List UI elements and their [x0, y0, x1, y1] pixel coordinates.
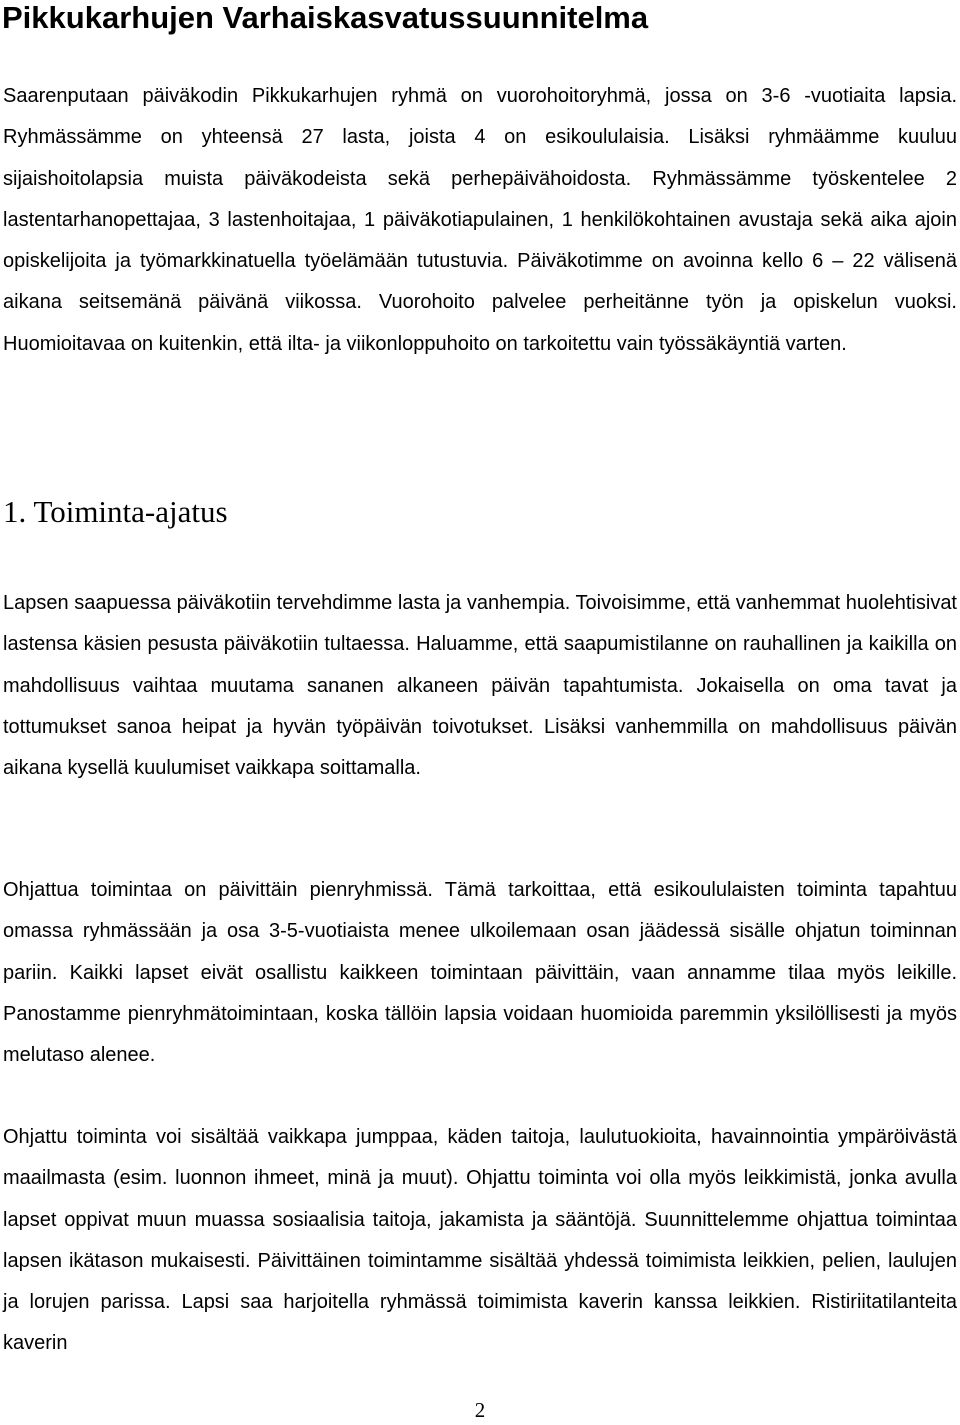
document-title: Pikkukarhujen Varhaiskasvatussuunnitelma — [2, 0, 649, 35]
intro-paragraph: Saarenputaan päiväkodin Pikkukarhujen ryhmä on vuorohoitoryhmä, jossa on 3-6 -vuotiaita lapsia. Ryhmässämme on yhteensä 27 lasta, joista 4 on esikoululaisia. Lisäksi ryhmäämme kuuluu sijaishoitolapsia muista päiväkodeista sekä perhepäivähoidosta. Ryhmässämme työskentelee 2 lastentarhanopettajaa, 3 lastenhoitajaa, 1 päiväkotiapulainen, 1 henkilökohtainen avustaja sekä aika ajoin opiskelijoita ja työmarkkinatuella työelämään tutustuvia. Päiväkotimme on avoinna kello 6 – 22 välisenä aikana seitsemänä päivänä viikossa. Vuorohoito palvelee perheitänne työn ja opiskelun vuoksi. Huomioitavaa on kuitenkin, että ilta- ja viikonloppuhoito on tarkoitettu vain työssäkäyntiä varten. — [3, 85, 957, 355]
page-number: 2 — [474, 1398, 486, 1422]
section-heading: 1. Toiminta-ajatus — [3, 494, 228, 529]
section-paragraph-3: Ohjattu toiminta voi sisältää vaikkapa jumppaa, käden taitoja, laulutuokioita, havainnointia ympäröivästä maailmasta (esim. luonnon ihmeet, minä ja muut). Ohjattu toiminta voi olla myös leikkimistä, jonka avulla lapset oppivat muun muassa sosiaalisia taitoja, jakamista ja sääntöjä. Suunnittelemme ohjattua toimintaa lapsen ikätason mukaisesti. Päivittäinen toimintamme sisältää yhdessä toimimista leikkien, pelien, laulujen ja lorujen parissa. Lapsi saa harjoitella ryhmässä toimimista kaverin kanssa leikkien. Ristiriitatilanteita kaverin — [3, 1126, 957, 1355]
section-paragraph-1: Lapsen saapuessa päiväkotiin tervehdimme lasta ja vanhempia. Toivoisimme, että vanhemmat huolehtisivat lastensa käsien pesusta päiväkotiin tultaessa. Haluamme, että saapumistilanne on rauhallinen ja kaikilla on mahdollisuus vaihtaa muutama sananen alkaneen päivän tapahtumista. Jokaisella on oma tavat ja tottumukset sanoa heipat ja hyvän työpäivän toivotukset. Lisäksi vanhemmilla on mahdollisuus päivän aikana kysellä kuulumiset vaikkapa soittamalla. — [3, 592, 957, 780]
section-paragraph-2: Ohjattua toimintaa on päivittäin pienryhmissä. Tämä tarkoittaa, että esikoululaisten toiminta tapahtuu omassa ryhmässään ja osa 3-5-vuotiaista menee ulkoilemaan osan jäädessä sisälle ohjatun toiminnan pariin. Kaikki lapset eivät osallistu kaikkeen toimintaan päivittäin, vaan annamme tilaa myös leikille. Panostamme pienryhmätoimintaan, koska tällöin lapsia voidaan huomioida paremmin yksilöllisesti ja myös melutaso alenee. — [3, 879, 957, 1067]
